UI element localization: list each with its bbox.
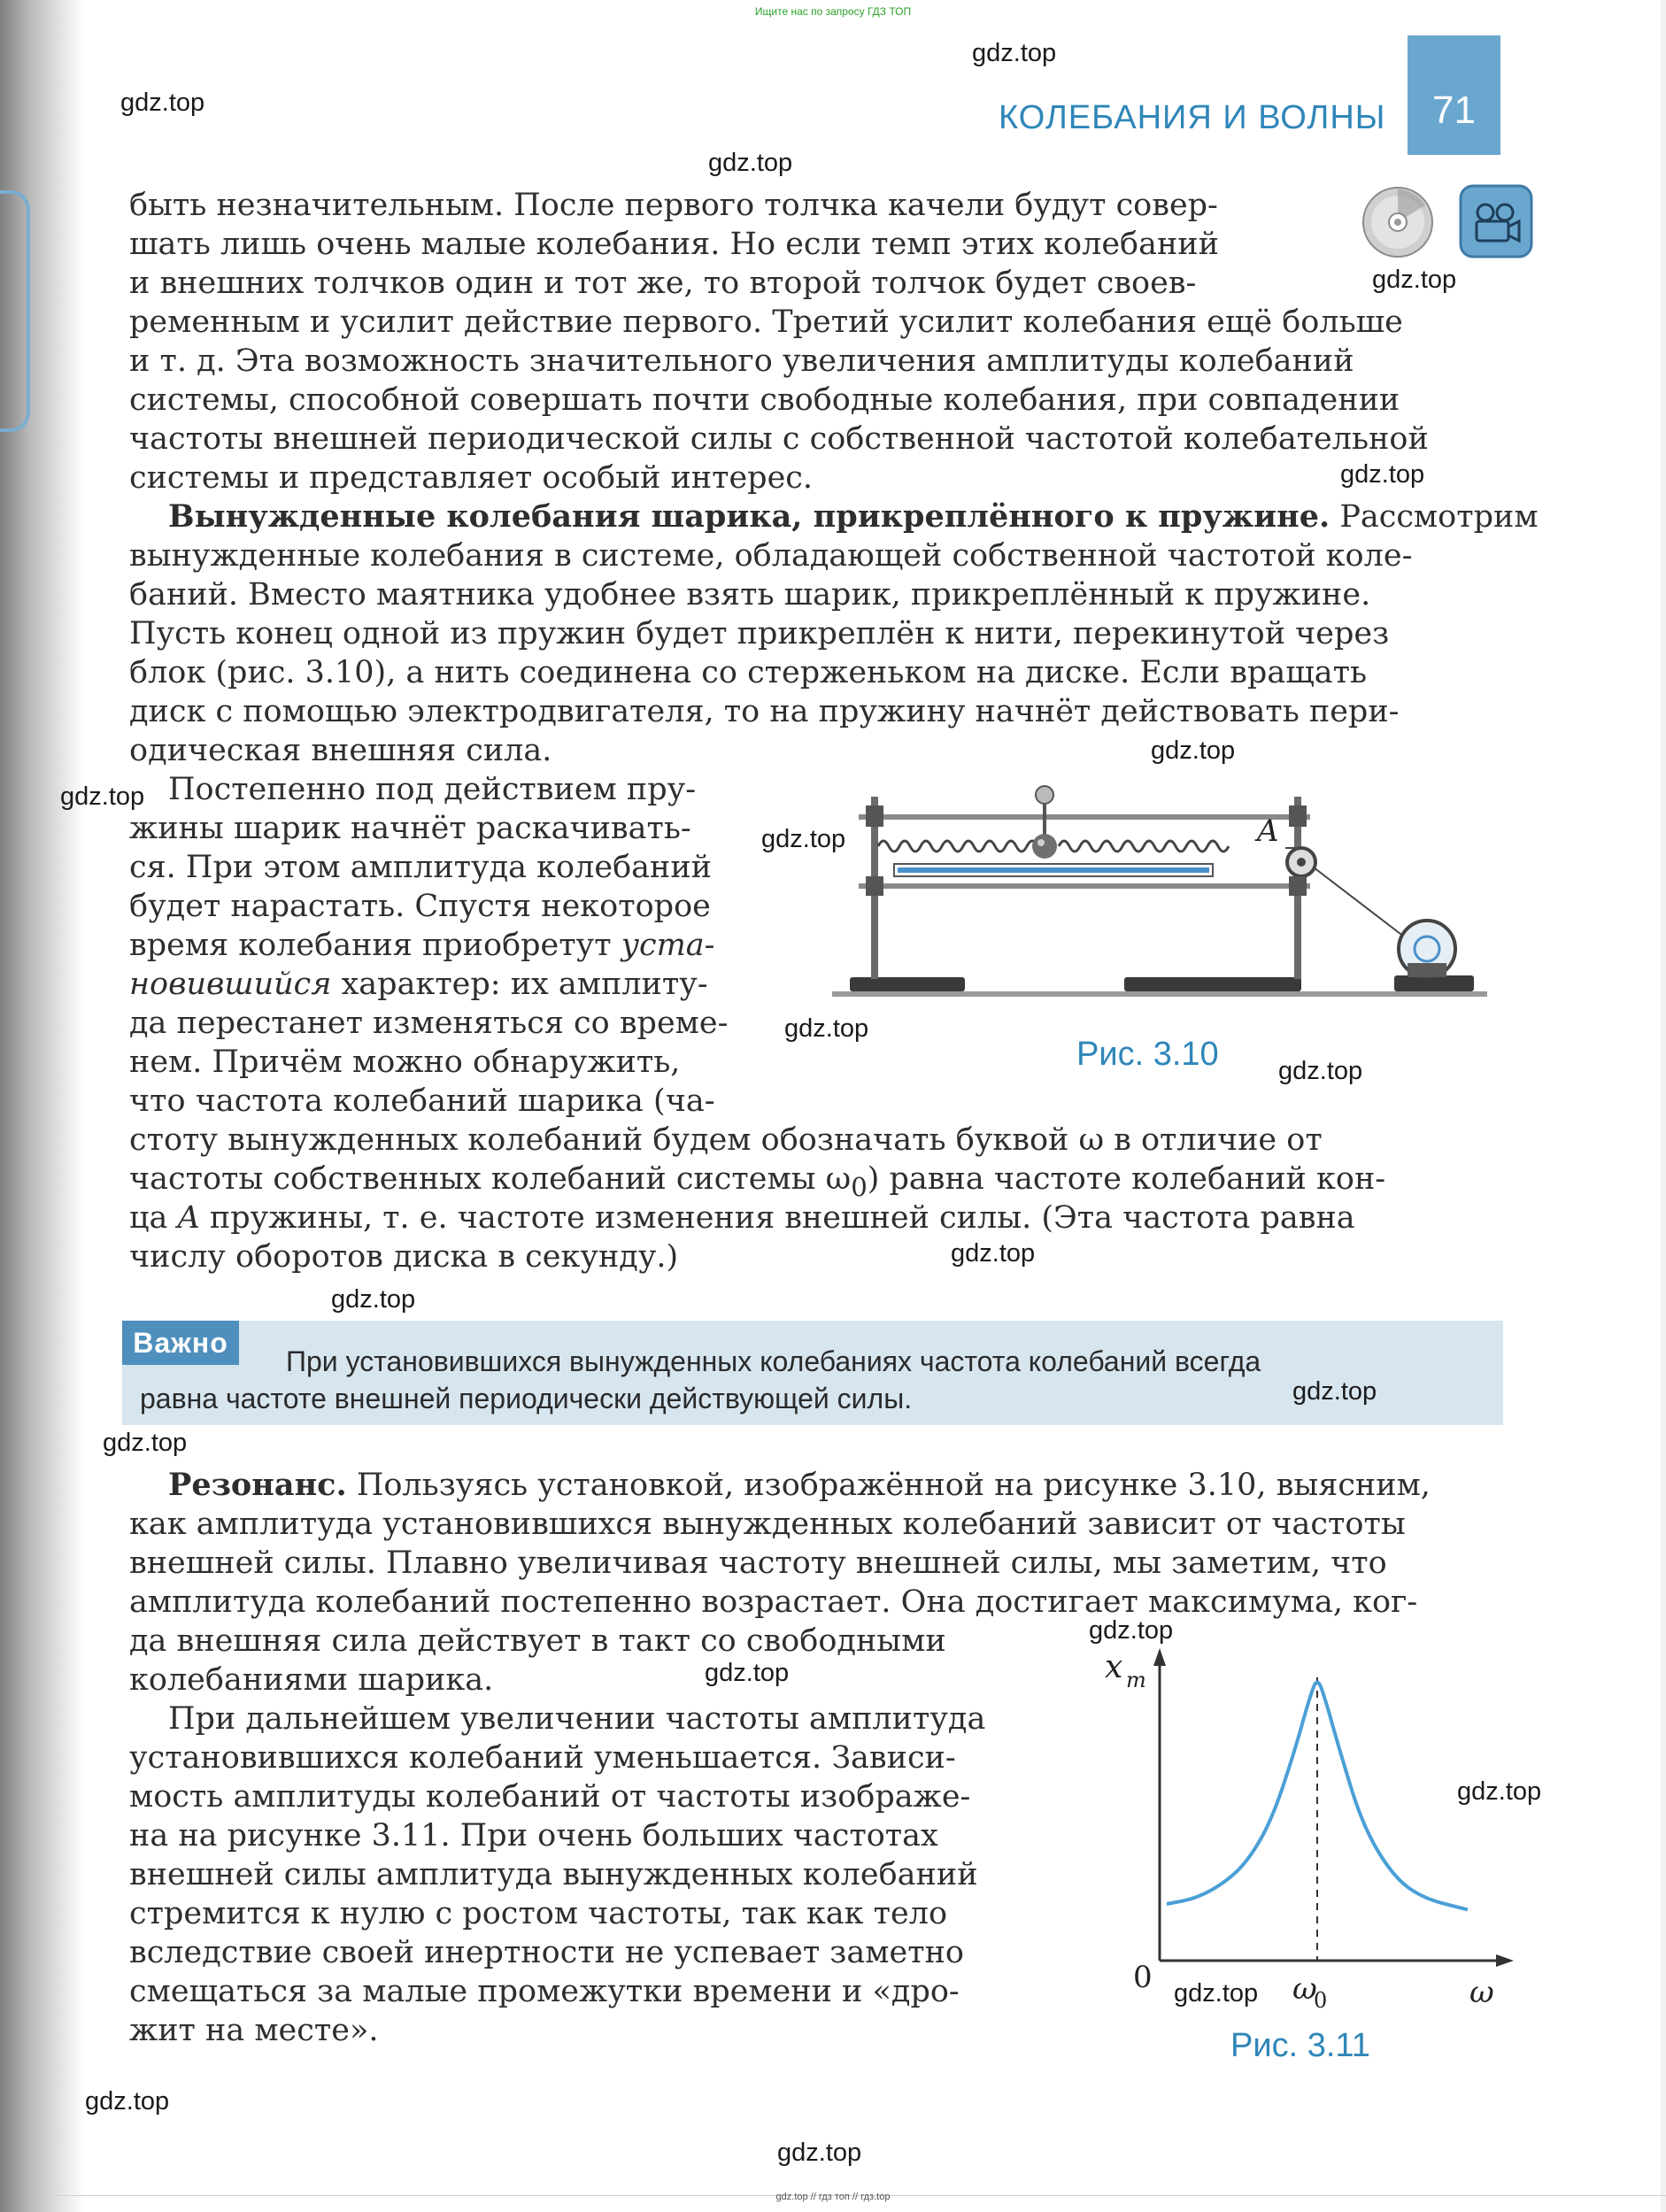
text-line: да внешняя сила действует в такт со свободными [129, 1623, 946, 1659]
text-line: Постепенно под действием пру- [168, 772, 697, 807]
stand-base-middle [1124, 977, 1301, 991]
text-line: вынужденные колебания в системе, обладающей собственной частотой коле- [129, 538, 1413, 574]
text-line [129, 926, 715, 965]
watermark: gdz.top [777, 2139, 862, 2167]
text-line: как амплитуда установившихся вынужденных колебаний зависит от частоты [129, 1507, 1406, 1542]
watermark: gdz.top [951, 1239, 1036, 1268]
clamp [866, 876, 883, 896]
text-line: частоты внешней периодической силы с собственной частотой колебательной [129, 421, 1429, 457]
video-camera-icon[interactable] [1459, 184, 1533, 258]
watermark: gdz.top [972, 39, 1057, 67]
left-spring [878, 841, 1048, 852]
figure-caption-3-11: Рис. 3.11 [1230, 2027, 1370, 2064]
text-line: жины шарик начнёт раскачивать- [129, 811, 691, 846]
subscript: 0 [851, 1172, 868, 1202]
margin-bracket [0, 190, 30, 432]
top-rod [859, 814, 1310, 820]
paragraph-heading: Вынужденные колебания шарика, прикреплённого к пружине. [168, 498, 1330, 535]
text-line: что частота колебаний шарика (ча- [129, 1083, 715, 1119]
watermark: gdz.top [784, 1014, 869, 1043]
watermark: gdz.top [1340, 460, 1425, 489]
text-line: числу оборотов диска в секунду.) [129, 1239, 679, 1275]
peak-label [1292, 1971, 1327, 2013]
top-banner[interactable]: Ищите нас по запросу ГДЗ ТОП [754, 5, 912, 18]
page-number: 71 [1432, 89, 1476, 132]
text-line: стоту вынужденных колебаний будем обозначать буквой ω в отличие от [129, 1122, 1323, 1158]
x-axis-label: ω [1469, 1975, 1494, 2010]
bottom-banner[interactable]: gdz.top // гдз топ // гдз.top [775, 2192, 891, 2202]
text-line: жит на месте». [129, 2013, 379, 2048]
text-fragment: ца [129, 1200, 178, 1236]
text-line: баний. Вместо маятника удобнее взять шарик, прикреплённый к пружине. [129, 577, 1371, 613]
text-line: и т. д. Эта возможность значительного увеличения амплитуды колебаний [129, 343, 1354, 379]
text-line: мость амплитуды колебаний от частоты изображе- [129, 1779, 971, 1815]
thread-to-disk [1314, 867, 1412, 943]
watermark: gdz.top [1151, 736, 1236, 765]
text-line: на на рисунке 3.11. При очень больших частотах [129, 1818, 938, 1854]
text-line: диск с помощью электродвигателя, то на пружину начнёт действовать пери- [129, 694, 1400, 729]
text-fragment: время колебания приобретут [129, 928, 621, 963]
important-text-line: При установившихся вынужденных колебаниях частота колебаний всегда [286, 1345, 1261, 1377]
watermark: gdz.top [1278, 1057, 1363, 1085]
watermark: gdz.top [60, 782, 145, 811]
text-line: быть незначительным. После первого толчка качели будут совер- [129, 188, 1218, 223]
text-line: Пусть конец одной из пружин будет прикреплён к нити, перекинутой через [129, 616, 1390, 651]
text-line: внешней силы амплитуда вынужденных колебаний [129, 1857, 978, 1892]
pulley-axle [1297, 858, 1306, 867]
figure-caption-3-10: Рис. 3.10 [1076, 1036, 1219, 1073]
motor-body [1408, 963, 1446, 977]
text-line: стремится к нулю с ростом частоты, так как тело [129, 1896, 948, 1931]
text-line: установившихся колебаний уменьшается. Зависи- [129, 1740, 956, 1776]
resonance-curve [1167, 1683, 1468, 1910]
text-line: ся. При этом амплитуда колебаний [129, 850, 712, 885]
text-line: амплитуда колебаний постепенно возрастает. Она достигает максимума, ког- [129, 1584, 1418, 1620]
text-fragment: пружины, т. е. частоте изменения внешней силы. (Эта частота равна [199, 1200, 1355, 1236]
watermark: gdz.top [331, 1285, 416, 1314]
text-line: нем. Причём можно обнаружить, [129, 1044, 681, 1080]
watermark: gdz.top [761, 825, 846, 853]
watermark: gdz.top [103, 1429, 188, 1457]
text-line: да перестанет изменяться со време- [129, 1006, 729, 1041]
text-line: колебаниями шарика. [129, 1662, 494, 1698]
clamp [1289, 876, 1307, 896]
watermark: gdz.top [85, 2087, 170, 2116]
text-fragment: Пользуясь установкой, изображённой на рисунке 3.10, выясним, [346, 1468, 1431, 1503]
text-line: и внешних толчков один и тот же, то второй толчок будет своев- [129, 266, 1197, 301]
text-line: будет нарастать. Спустя некоторое [129, 889, 711, 924]
watermark: gdz.top [1457, 1777, 1542, 1806]
text-line: системы, способной совершать почти свободные колебания, при совпадении [129, 382, 1400, 418]
italic-symbol: A [177, 1200, 200, 1236]
text-line: ременным и усилит действие первого. Третий усилит колебания ещё больше [129, 304, 1403, 340]
text-fragment: Рассмотрим [1330, 499, 1539, 535]
label-a: A [1257, 813, 1279, 849]
y-axis-arrow [1153, 1648, 1166, 1666]
italic-term: уста- [621, 928, 715, 963]
right-spring [1059, 841, 1229, 852]
watermark: gdz.top [708, 149, 793, 177]
ball [1032, 834, 1057, 859]
text-line: При дальнейшем увеличении частоты амплитуда [168, 1701, 986, 1737]
middle-rod [859, 883, 1310, 889]
text-line: шать лишь очень малые колебания. Но если темп этих колебаний [129, 227, 1219, 262]
text-line [129, 1198, 1355, 1237]
text-line [129, 965, 708, 1004]
peak-label-main: ω [1292, 1971, 1317, 2007]
section-title: КОЛЕБАНИЯ И ВОЛНЫ [999, 99, 1386, 136]
watermark: gdz.top [1372, 266, 1457, 294]
page-edge [1661, 0, 1666, 2212]
italic-term: новившийся [129, 967, 332, 1002]
watermark: gdz.top [120, 89, 205, 117]
scale-marks [898, 867, 1209, 873]
text-line: вследствие своей инертности не успевает заметно [129, 1935, 964, 1970]
text-line: системы и представляет особый интерес. [129, 460, 814, 496]
text-line: внешней силы. Плавно увеличивая частоту внешней силы, мы заметим, что [129, 1545, 1387, 1581]
y-axis-label [1105, 1649, 1146, 1692]
paragraph-heading-line [168, 497, 1539, 536]
text-line: блок (рис. 3.10), а нить соединена со стерженьком на диске. Если вращать [129, 655, 1368, 690]
figure-3-11-chart [1080, 1638, 1523, 2027]
clamp [1289, 805, 1307, 827]
important-tag: Важно [122, 1321, 239, 1365]
text-fragment: характер: их амплиту- [331, 967, 708, 1002]
y-axis-label-main: x [1105, 1649, 1123, 1685]
clamp [866, 805, 883, 827]
paragraph-heading-line [168, 1466, 1431, 1505]
text-fragment: ) равна частоте колебаний кон- [867, 1161, 1386, 1197]
cd-disc-icon[interactable] [1361, 186, 1434, 258]
text-line: одическая внешняя сила. [129, 733, 552, 768]
stand-base-left [850, 977, 965, 991]
ball-highlight [1037, 839, 1045, 846]
ball-holder-top [1036, 786, 1053, 804]
text-fragment: частоты собственных колебаний системы ω [129, 1161, 852, 1197]
text-line: смещаться за малые промежутки времени и «дро- [129, 1974, 960, 2009]
table-surface [832, 991, 1487, 997]
y-axis-label-sub: m [1126, 1668, 1146, 1692]
peak-label-sub: 0 [1314, 1988, 1328, 2013]
watermark: gdz.top [1174, 1979, 1259, 2008]
paragraph-heading: Резонанс. [168, 1467, 347, 1503]
watermark: gdz.top [1292, 1377, 1377, 1406]
watermark: gdz.top [705, 1659, 790, 1687]
x-axis-arrow [1496, 1954, 1514, 1967]
origin-label: 0 [1133, 1960, 1153, 1995]
watermark: gdz.top [1089, 1616, 1174, 1645]
important-text-line: равна частоте внешней периодически действующей силы. [140, 1383, 913, 1414]
figure-3-10 [832, 779, 1487, 1009]
